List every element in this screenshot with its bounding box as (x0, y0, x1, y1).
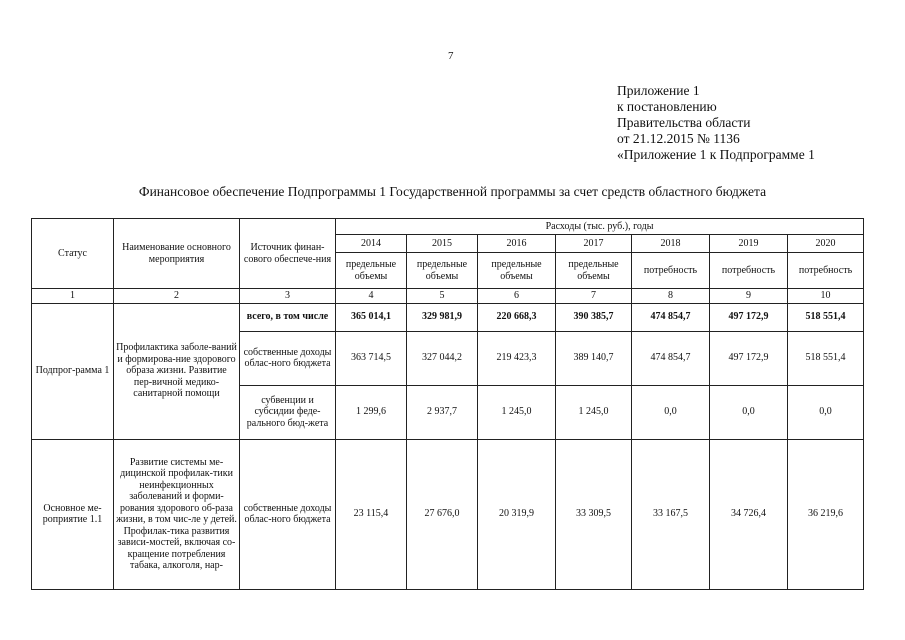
header-source: Источник финан-сового обеспече-ния (240, 219, 336, 289)
header-subtype: потребность (710, 253, 788, 289)
appendix-line: к постановлению (617, 99, 717, 114)
row-value: 518 551,4 (788, 303, 864, 331)
row-value: 389 140,7 (556, 331, 632, 385)
column-number: 8 (632, 289, 710, 304)
row-value: 2 937,7 (407, 385, 478, 439)
row-value: 1 245,0 (556, 385, 632, 439)
row-value: 20 319,9 (478, 439, 556, 589)
header-subtype: предельные объемы (407, 253, 478, 289)
header-expenses: Расходы (тыс. руб.), годы (336, 219, 864, 235)
row-value: 329 981,9 (407, 303, 478, 331)
column-number: 2 (114, 289, 240, 304)
row-value: 497 172,9 (710, 303, 788, 331)
table-row (32, 303, 864, 331)
row-value: 1 299,6 (336, 385, 407, 439)
appendix-line: «Приложение 1 к Подпрограмме 1 (617, 147, 815, 162)
row-source: всего, в том числе (240, 303, 336, 331)
header-year: 2017 (556, 235, 632, 253)
row-value: 1 245,0 (478, 385, 556, 439)
header-year: 2015 (407, 235, 478, 253)
row-value: 518 551,4 (788, 331, 864, 385)
row-event: Развитие системы ме-дицинской профилак-тики неинфекционных заболеваний и форми-рования здорового об-раза жизни, в том чис-ле у детей. Профилак-тика развития зависи-мостей, включая со-кращение потребления табака, алкоголя, нар- (114, 439, 240, 589)
column-number: 9 (710, 289, 788, 304)
row-value: 474 854,7 (632, 303, 710, 331)
document-title: Финансовое обеспечение Подпрограммы 1 Государственной программы за счет средств областного бюджета (138, 184, 767, 199)
row-status: Подпрог-рамма 1 (32, 303, 114, 439)
row-value: 327 044,2 (407, 331, 478, 385)
row-value: 34 726,4 (710, 439, 788, 589)
header-subtype: потребность (632, 253, 710, 289)
row-event: Профилактика заболе-ваний и формирова-ние здорового образа жизни. Развитие пер-вичной медико-санитарной помощи (114, 303, 240, 439)
row-value: 33 167,5 (632, 439, 710, 589)
column-number: 3 (240, 289, 336, 304)
row-value: 23 115,4 (336, 439, 407, 589)
column-number: 6 (478, 289, 556, 304)
table-row (32, 439, 864, 589)
column-number: 7 (556, 289, 632, 304)
row-value: 365 014,1 (336, 303, 407, 331)
column-number: 1 (32, 289, 114, 304)
appendix-line: Приложение 1 (617, 83, 700, 98)
page-number: 7 (448, 50, 454, 62)
row-source: собственные доходы облас-ного бюджета (240, 331, 336, 385)
appendix-line: от 21.12.2015 № 1136 (617, 131, 740, 146)
row-value: 0,0 (788, 385, 864, 439)
row-value: 33 309,5 (556, 439, 632, 589)
row-value: 219 423,3 (478, 331, 556, 385)
header-year: 2019 (710, 235, 788, 253)
row-source: собственные доходы облас-ного бюджета (240, 439, 336, 589)
appendix-line: Правительства области (617, 115, 751, 130)
row-value: 363 714,5 (336, 331, 407, 385)
header-year: 2014 (336, 235, 407, 253)
row-value: 27 676,0 (407, 439, 478, 589)
row-value: 497 172,9 (710, 331, 788, 385)
row-value: 474 854,7 (632, 331, 710, 385)
header-year: 2020 (788, 235, 864, 253)
header-subtype: предельные объемы (336, 253, 407, 289)
column-number: 5 (407, 289, 478, 304)
row-value: 220 668,3 (478, 303, 556, 331)
row-status: Основное ме-роприятие 1.1 (32, 439, 114, 589)
header-event: Наименование основного мероприятия (114, 219, 240, 289)
row-source: субвенции и субсидии феде-рального бюд-жета (240, 385, 336, 439)
header-subtype: потребность (788, 253, 864, 289)
row-value: 0,0 (632, 385, 710, 439)
appendix-header (617, 83, 815, 163)
row-value: 0,0 (710, 385, 788, 439)
column-number: 4 (336, 289, 407, 304)
header-subtype: предельные объемы (556, 253, 632, 289)
header-subtype: предельные объемы (478, 253, 556, 289)
row-value: 390 385,7 (556, 303, 632, 331)
header-status: Статус (32, 219, 114, 289)
row-value: 36 219,6 (788, 439, 864, 589)
financing-table (31, 218, 864, 590)
header-year: 2016 (478, 235, 556, 253)
header-year: 2018 (632, 235, 710, 253)
column-number: 10 (788, 289, 864, 304)
